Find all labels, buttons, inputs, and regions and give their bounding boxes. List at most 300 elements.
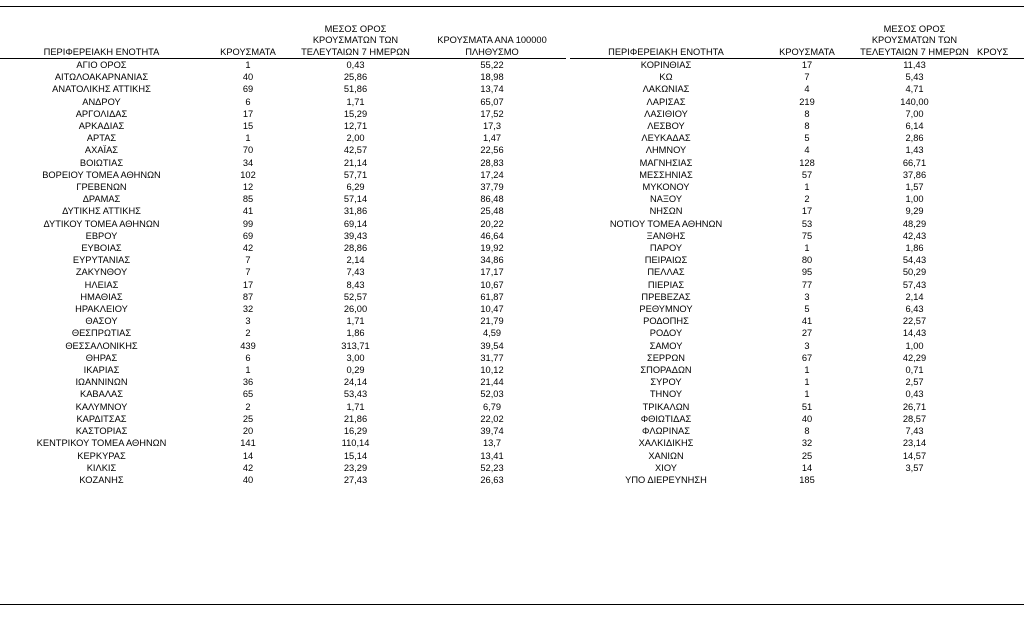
cell-region: ΞΑΝΘΗΣ — [646, 230, 686, 241]
cell-region: ΗΡΑΚΛΕΙΟΥ — [75, 304, 128, 315]
cell-region: ΚΑΒΑΛΑΣ — [80, 389, 123, 400]
cell-cases: 12 — [242, 182, 254, 193]
cell-region: ΒΟΙΩΤΙΑΣ — [79, 157, 124, 168]
table-row — [570, 437, 1024, 449]
cell-cases: 7 — [245, 267, 251, 278]
table-row — [570, 352, 1024, 364]
cell-region: ΑΓΙΟ ΟΡΟΣ — [76, 60, 127, 70]
cell-per100k: 26,63 — [480, 474, 504, 485]
table-row — [570, 193, 1024, 205]
table-row — [0, 242, 566, 254]
cell-cases: 34 — [242, 157, 254, 168]
cell-cases: 1 — [245, 133, 251, 144]
cell-region: ΙΚΑΡΙΑΣ — [83, 365, 120, 376]
cell-region: ΑΡΚΑΔΙΑΣ — [78, 121, 125, 132]
cell-cases: 102 — [240, 169, 256, 180]
top-rule — [0, 6, 1024, 7]
cell-cases: 1 — [245, 365, 251, 376]
cell-avg7: 50,29 — [902, 267, 927, 278]
cell-per100k: 10,47 — [480, 304, 504, 315]
cell-per100k: 13,74 — [480, 84, 504, 95]
cell-cases: 87 — [242, 291, 254, 302]
table-row — [0, 327, 566, 339]
cell-avg7: 6,29 — [346, 182, 365, 193]
cell-avg7: 39,43 — [343, 230, 368, 241]
header-cases: ΚΡΟΥΣΜΑΤΑ — [220, 46, 276, 57]
cell-per100k: 17,52 — [480, 108, 504, 119]
cell-cases: 1 — [804, 243, 810, 254]
table-row — [0, 132, 566, 144]
cell-region: ΔΥΤΙΚΟΥ ΤΟΜΕΑ ΑΘΗΝΩΝ — [43, 218, 160, 229]
cell-per100k: 18,98 — [480, 72, 504, 83]
cell-cases: 17 — [801, 206, 813, 217]
cell-cases: 128 — [799, 157, 815, 168]
table-row — [570, 96, 1024, 108]
cell-per100k: 13,7 — [482, 438, 502, 449]
cell-per100k: 52,03 — [480, 389, 504, 400]
cell-region: ΠΑΡΟΥ — [649, 243, 683, 254]
cell-cases: 95 — [801, 267, 813, 278]
table-row — [570, 71, 1024, 83]
cell-region: ΘΕΣΣΑΛΟΝΙΚΗΣ — [65, 340, 138, 351]
cell-avg7: 2,00 — [346, 133, 365, 144]
table-row — [0, 144, 566, 156]
cell-region: ΗΛΕΙΑΣ — [84, 279, 119, 290]
cell-avg7: 26,71 — [902, 401, 927, 412]
table-row — [570, 340, 1024, 352]
table-row — [0, 71, 566, 83]
cell-avg7: 8,43 — [346, 279, 365, 290]
cell-region: ΠΡΕΒΕΖΑΣ — [641, 291, 691, 302]
cell-avg7: 66,71 — [902, 157, 927, 168]
cell-avg7: 0,29 — [346, 365, 365, 376]
cell-region: ΣΥΡΟΥ — [650, 377, 682, 388]
table-row — [0, 462, 566, 474]
table-row — [0, 279, 566, 291]
cell-region: ΚΕΝΤΡΙΚΟΥ ΤΟΜΕΑ ΑΘΗΝΩΝ — [36, 438, 167, 449]
table-row — [0, 450, 566, 462]
cell-avg7 — [852, 474, 977, 486]
cell-region: ΠΕΙΡΑΙΩΣ — [644, 255, 688, 266]
table-row — [570, 401, 1024, 413]
cell-per100k: 13,41 — [480, 450, 504, 461]
cell-cases: 14 — [801, 462, 813, 473]
cell-cases: 42 — [242, 462, 254, 473]
table-row — [570, 120, 1024, 132]
header-region: ΠΕΡΙΦΕΡΕΙΑΚΗ ΕΝΟΤΗΤΑ — [43, 46, 160, 57]
cell-cases: 20 — [242, 426, 254, 437]
cell-cases: 2 — [245, 328, 251, 339]
cell-region: ΑΝΔΡΟΥ — [82, 96, 121, 107]
cell-avg7: 6,43 — [905, 304, 924, 315]
cell-cases: 7 — [245, 255, 251, 266]
cell-avg7: 1,71 — [346, 316, 365, 327]
table-row — [570, 364, 1024, 376]
cell-avg7: 14,57 — [902, 450, 927, 461]
cell-region: ΑΝΑΤΟΛΙΚΗΣ ΑΤΤΙΚΗΣ — [52, 84, 151, 95]
table-row — [570, 230, 1024, 242]
table-row — [570, 144, 1024, 156]
cell-avg7: 16,29 — [343, 426, 368, 437]
header-avg7-line1: ΜΕΣΟΣ ΟΡΟΣ — [883, 23, 946, 34]
cell-avg7: 22,57 — [902, 316, 927, 327]
cell-cases: 99 — [242, 218, 254, 229]
cell-per100k: 17,24 — [480, 169, 504, 180]
table-row — [570, 59, 1024, 72]
cell-cases: 17 — [242, 108, 254, 119]
cell-region: ΑΡΓΟΛΙΔΑΣ — [75, 108, 128, 119]
cell-avg7: 57,71 — [343, 169, 368, 180]
cell-per100k: 34,86 — [480, 255, 504, 266]
cell-region: ΔΥΤΙΚΗΣ ΑΤΤΙΚΗΣ — [62, 206, 141, 217]
cell-cases: 8 — [804, 121, 810, 132]
cell-avg7: 54,43 — [902, 255, 927, 266]
cell-avg7: 37,86 — [902, 169, 927, 180]
cell-region: ΜΥΚΟΝΟΥ — [642, 182, 690, 193]
table-row — [0, 291, 566, 303]
cell-cases: 3 — [245, 316, 251, 327]
cell-cases: 6 — [245, 96, 251, 107]
right-table-header-row — [570, 14, 1024, 59]
cell-region: ΦΘΙΩΤΙΔΑΣ — [640, 413, 692, 424]
left-table-header-row — [0, 14, 566, 59]
table-row — [570, 303, 1024, 315]
cell-region: ΚΩ — [659, 72, 673, 83]
cell-region: ΛΑΚΩΝΙΑΣ — [642, 84, 690, 95]
table-row — [0, 315, 566, 327]
table-row — [0, 120, 566, 132]
header-per100k-cut: ΚΡΟΥΣ — [977, 46, 1009, 57]
cell-per100k: 17,17 — [480, 267, 504, 278]
cell-region: ΥΠΟ ΔΙΕΡΕΥΝΗΣΗ — [625, 474, 707, 485]
cell-region: ΣΠΟΡΑΔΩΝ — [640, 365, 692, 376]
table-row — [0, 218, 566, 230]
header-per100k-line2: ΠΛΗΘΥΣΜΟ — [465, 46, 519, 57]
cell-cases: 40 — [242, 72, 254, 83]
cell-cases: 40 — [801, 413, 813, 424]
cell-avg7: 1,71 — [346, 401, 365, 412]
cell-region: ΠΙΕΡΙΑΣ — [647, 279, 685, 290]
cell-cases: 69 — [242, 84, 254, 95]
cell-avg7: 1,00 — [905, 340, 924, 351]
cell-region: ΤΡΙΚΑΛΩΝ — [642, 401, 690, 412]
cell-region: ΑΙΤΩΛΟΑΚΑΡΝΑΝΙΑΣ — [54, 72, 149, 83]
cell-region: ΒΟΡΕΙΟΥ ΤΟΜΕΑ ΑΘΗΝΩΝ — [42, 169, 161, 180]
cell-region: ΑΧΑΪΑΣ — [84, 145, 119, 156]
cell-cases: 27 — [801, 328, 813, 339]
table-row — [570, 132, 1024, 144]
cell-region: ΚΑΣΤΟΡΙΑΣ — [75, 426, 128, 437]
cell-avg7: 11,43 — [903, 60, 926, 70]
cell-per100k: 28,83 — [480, 157, 504, 168]
cell-region: ΡΟΔΟΥ — [649, 328, 683, 339]
cell-cases: 40 — [242, 474, 254, 485]
cell-cases: 25 — [801, 450, 813, 461]
header-avg7-line1: ΜΕΣΟΣ ΟΡΟΣ — [324, 23, 387, 34]
header-avg7-line3: ΤΕΛΕΥΤΑΙΩΝ 7 ΗΜΕΡΩΝ — [860, 46, 969, 57]
cell-cases: 17 — [242, 279, 254, 290]
cell-region: ΕΒΡΟΥ — [85, 230, 118, 241]
cell-avg7: 15,29 — [343, 108, 368, 119]
cell-cases: 70 — [242, 145, 254, 156]
cell-per100k: 17,3 — [482, 121, 502, 132]
cell-avg7: 31,86 — [343, 206, 368, 217]
cell-avg7: 23,14 — [902, 438, 927, 449]
table-row — [0, 83, 566, 95]
cell-region: ΝΑΞΟΥ — [649, 194, 683, 205]
cell-per100k: 65,07 — [480, 96, 504, 107]
header-per100k — [418, 14, 566, 59]
cell-region: ΘΕΣΠΡΩΤΙΑΣ — [71, 328, 132, 339]
cell-region: ΛΗΜΝΟΥ — [645, 145, 687, 156]
cell-cases: 25 — [242, 413, 254, 424]
cell-cases: 57 — [801, 169, 813, 180]
header-avg7 — [293, 14, 418, 59]
table-row — [570, 242, 1024, 254]
cell-cases: 53 — [801, 218, 813, 229]
cell-per100k: 21,44 — [480, 377, 504, 388]
table-row — [570, 266, 1024, 278]
cell-avg7: 28,57 — [902, 413, 927, 424]
cell-per100k: 6,79 — [482, 401, 502, 412]
table-row — [0, 401, 566, 413]
cell-avg7: 28,86 — [343, 243, 368, 254]
table-row — [570, 181, 1024, 193]
cell-per100k: 21,79 — [480, 316, 504, 327]
cell-region: ΘΗΡΑΣ — [85, 352, 118, 363]
cell-cases: 85 — [242, 194, 254, 205]
cell-cases: 3 — [804, 340, 810, 351]
cell-avg7: 1,86 — [346, 328, 365, 339]
bottom-rule — [0, 604, 1024, 605]
table-row — [0, 352, 566, 364]
table-row — [570, 157, 1024, 169]
cell-cases: 32 — [801, 438, 813, 449]
header-avg7-line3: ΤΕΛΕΥΤΑΙΩΝ 7 ΗΜΕΡΩΝ — [301, 46, 410, 57]
cell-region: ΓΡΕΒΕΝΩΝ — [76, 182, 127, 193]
cell-avg7: 2,14 — [905, 291, 924, 302]
cell-avg7: 313,71 — [341, 340, 370, 351]
cell-cases: 17 — [801, 60, 813, 70]
left-table — [0, 14, 566, 486]
cell-per100k: 31,77 — [480, 352, 504, 363]
table-row — [570, 218, 1024, 230]
cell-avg7: 2,57 — [905, 377, 924, 388]
cell-per100k: 10,12 — [480, 365, 504, 376]
header-region: ΠΕΡΙΦΕΡΕΙΑΚΗ ΕΝΟΤΗΤΑ — [608, 46, 724, 57]
cell-cases: 1 — [804, 182, 810, 193]
cell-avg7: 42,57 — [343, 145, 368, 156]
cell-per100k: 10,67 — [480, 279, 504, 290]
cell-cases: 141 — [240, 438, 256, 449]
table-row — [0, 413, 566, 425]
cell-cases: 15 — [242, 121, 254, 132]
cell-avg7: 15,14 — [343, 450, 368, 461]
cell-avg7: 26,00 — [343, 304, 368, 315]
cell-region: ΝΗΣΩΝ — [649, 206, 683, 217]
cell-region: ΚΑΛΥΜΝΟΥ — [75, 401, 128, 412]
cell-cases: 4 — [804, 145, 810, 156]
cell-avg7: 2,14 — [346, 255, 365, 266]
cell-cases: 51 — [801, 401, 813, 412]
cell-region: ΧΑΝΙΩΝ — [648, 450, 684, 461]
table-row — [570, 315, 1024, 327]
cell-region: ΝΟΤΙΟΥ ΤΟΜΕΑ ΑΘΗΝΩΝ — [609, 218, 723, 229]
header-avg7 — [852, 14, 977, 59]
table-row — [0, 169, 566, 181]
cell-region: ΔΡΑΜΑΣ — [82, 194, 121, 205]
table-row — [0, 266, 566, 278]
cell-region: ΚΑΡΔΙΤΣΑΣ — [76, 413, 127, 424]
table-row — [0, 425, 566, 437]
table-row — [0, 364, 566, 376]
cell-cases: 6 — [245, 352, 251, 363]
cell-region: ΙΩΑΝΝΙΝΩΝ — [75, 377, 128, 388]
cell-region: ΡΕΘΥΜΝΟΥ — [639, 304, 693, 315]
cell-per100k: 20,22 — [480, 218, 504, 229]
cell-cases: 65 — [242, 389, 254, 400]
cell-cases: 67 — [801, 352, 813, 363]
cell-cases: 439 — [240, 340, 256, 351]
cell-avg7: 25,86 — [343, 72, 368, 83]
cell-cases: 2 — [245, 401, 251, 412]
cell-avg7: 21,14 — [343, 157, 368, 168]
table-row — [0, 108, 566, 120]
cell-avg7: 23,29 — [343, 462, 368, 473]
table-row — [570, 254, 1024, 266]
cell-avg7: 2,86 — [905, 133, 924, 144]
right-table-body — [570, 59, 1024, 487]
table-row — [570, 83, 1024, 95]
header-avg7-line2: ΚΡΟΥΣΜΑΤΩΝ ΤΩΝ — [312, 35, 399, 45]
cell-cases: 36 — [242, 377, 254, 388]
cell-region: ΤΗΝΟΥ — [649, 389, 683, 400]
header-cases: ΚΡΟΥΣΜΑΤΑ — [779, 46, 835, 57]
cell-avg7: 6,14 — [905, 121, 924, 132]
cell-avg7: 1,71 — [346, 96, 365, 107]
cell-region: ΗΜΑΘΙΑΣ — [80, 291, 123, 302]
cell-cases: 1 — [804, 365, 810, 376]
cell-region: ΜΕΣΣΗΝΙΑΣ — [639, 169, 693, 180]
cell-per100k: 55,22 — [480, 60, 504, 70]
table-row — [570, 205, 1024, 217]
table-row — [570, 413, 1024, 425]
cell-region: ΣΕΡΡΩΝ — [646, 352, 685, 363]
table-row — [0, 376, 566, 388]
cell-avg7: 24,14 — [343, 377, 368, 388]
table-row — [0, 340, 566, 352]
cell-avg7: 1,00 — [905, 194, 924, 205]
cell-cases: 80 — [801, 255, 813, 266]
cell-region: ΘΑΣΟΥ — [85, 316, 118, 327]
cell-region: ΠΕΛΛΑΣ — [647, 267, 685, 278]
table-row — [570, 462, 1024, 474]
table-row — [0, 230, 566, 242]
cell-cases: 41 — [801, 316, 813, 327]
table-row — [570, 388, 1024, 400]
cell-region: ΧΑΛΚΙΔΙΚΗΣ — [638, 438, 694, 449]
table-row — [0, 193, 566, 205]
cell-avg7: 57,43 — [902, 279, 927, 290]
cell-cases: 1 — [245, 60, 251, 70]
cell-per100k: 37,79 — [480, 182, 504, 193]
cell-per100k: 1,47 — [482, 133, 502, 144]
cell-per100k: 52,23 — [480, 462, 504, 473]
cell-per100k: 25,48 — [480, 206, 504, 217]
table-row — [570, 291, 1024, 303]
cell-avg7: 0,71 — [905, 365, 924, 376]
header-avg7-line2: ΚΡΟΥΣΜΑΤΩΝ ΤΩΝ — [871, 35, 958, 45]
table-row — [0, 254, 566, 266]
cell-avg7: 1,86 — [905, 243, 924, 254]
cell-avg7: 21,86 — [343, 413, 368, 424]
cell-avg7: 14,43 — [902, 328, 927, 339]
cell-avg7: 12,71 — [343, 121, 368, 132]
cell-avg7: 1,43 — [905, 145, 924, 156]
cell-cases: 69 — [242, 230, 254, 241]
cell-cases: 77 — [801, 279, 813, 290]
cell-region: ΜΑΓΝΗΣΙΑΣ — [639, 157, 693, 168]
cell-avg7: 57,14 — [343, 194, 368, 205]
table-row — [570, 425, 1024, 437]
cell-region: ΚΕΡΚΥΡΑΣ — [77, 450, 126, 461]
table-row — [570, 474, 1024, 486]
table-row — [0, 205, 566, 217]
cell-avg7: 1,57 — [905, 182, 924, 193]
cell-region: ΛΕΥΚΑΔΑΣ — [641, 133, 691, 144]
cell-avg7: 0,43 — [905, 389, 924, 400]
table-row — [570, 327, 1024, 339]
table-row — [570, 279, 1024, 291]
table-row — [570, 376, 1024, 388]
cell-region: ΦΛΩΡΙΝΑΣ — [641, 426, 691, 437]
table-row — [0, 181, 566, 193]
cell-per100k: 19,92 — [480, 243, 504, 254]
right-table — [570, 14, 1024, 486]
cell-avg7: 69,14 — [343, 218, 368, 229]
cell-region: ΕΥΡΥΤΑΝΙΑΣ — [72, 255, 131, 266]
table-row — [0, 96, 566, 108]
cell-per100k: 86,48 — [480, 194, 504, 205]
cell-avg7: 7,43 — [905, 426, 924, 437]
cell-cases: 42 — [242, 243, 254, 254]
cell-avg7: 27,43 — [343, 474, 368, 485]
cell-avg7: 3,57 — [905, 462, 924, 473]
cell-per100k: 46,64 — [480, 230, 504, 241]
cell-avg7: 5,43 — [905, 72, 924, 83]
cell-per100k: 22,56 — [480, 145, 504, 156]
cell-region: ΧΙΟΥ — [655, 462, 677, 473]
cell-avg7: 42,29 — [902, 352, 927, 363]
cell-avg7: 0,43 — [346, 60, 365, 70]
cell-cases: 2 — [804, 194, 810, 205]
table-row — [0, 157, 566, 169]
cell-avg7: 42,43 — [902, 230, 927, 241]
table-row — [570, 169, 1024, 181]
cell-avg7: 7,43 — [346, 267, 365, 278]
cell-avg7: 51,86 — [343, 84, 368, 95]
cell-cases: 219 — [799, 96, 815, 107]
table-row — [0, 303, 566, 315]
cell-per100k: 61,87 — [480, 291, 504, 302]
cell-avg7: 53,43 — [343, 389, 368, 400]
cell-region: ΚΟΖΑΝΗΣ — [79, 474, 124, 485]
cell-region: ΖΑΚΥΝΘΟΥ — [75, 267, 128, 278]
table-row — [570, 450, 1024, 462]
cell-avg7: 110,14 — [341, 438, 370, 449]
cell-per100k: 39,74 — [480, 426, 504, 437]
left-table-body — [0, 59, 566, 487]
